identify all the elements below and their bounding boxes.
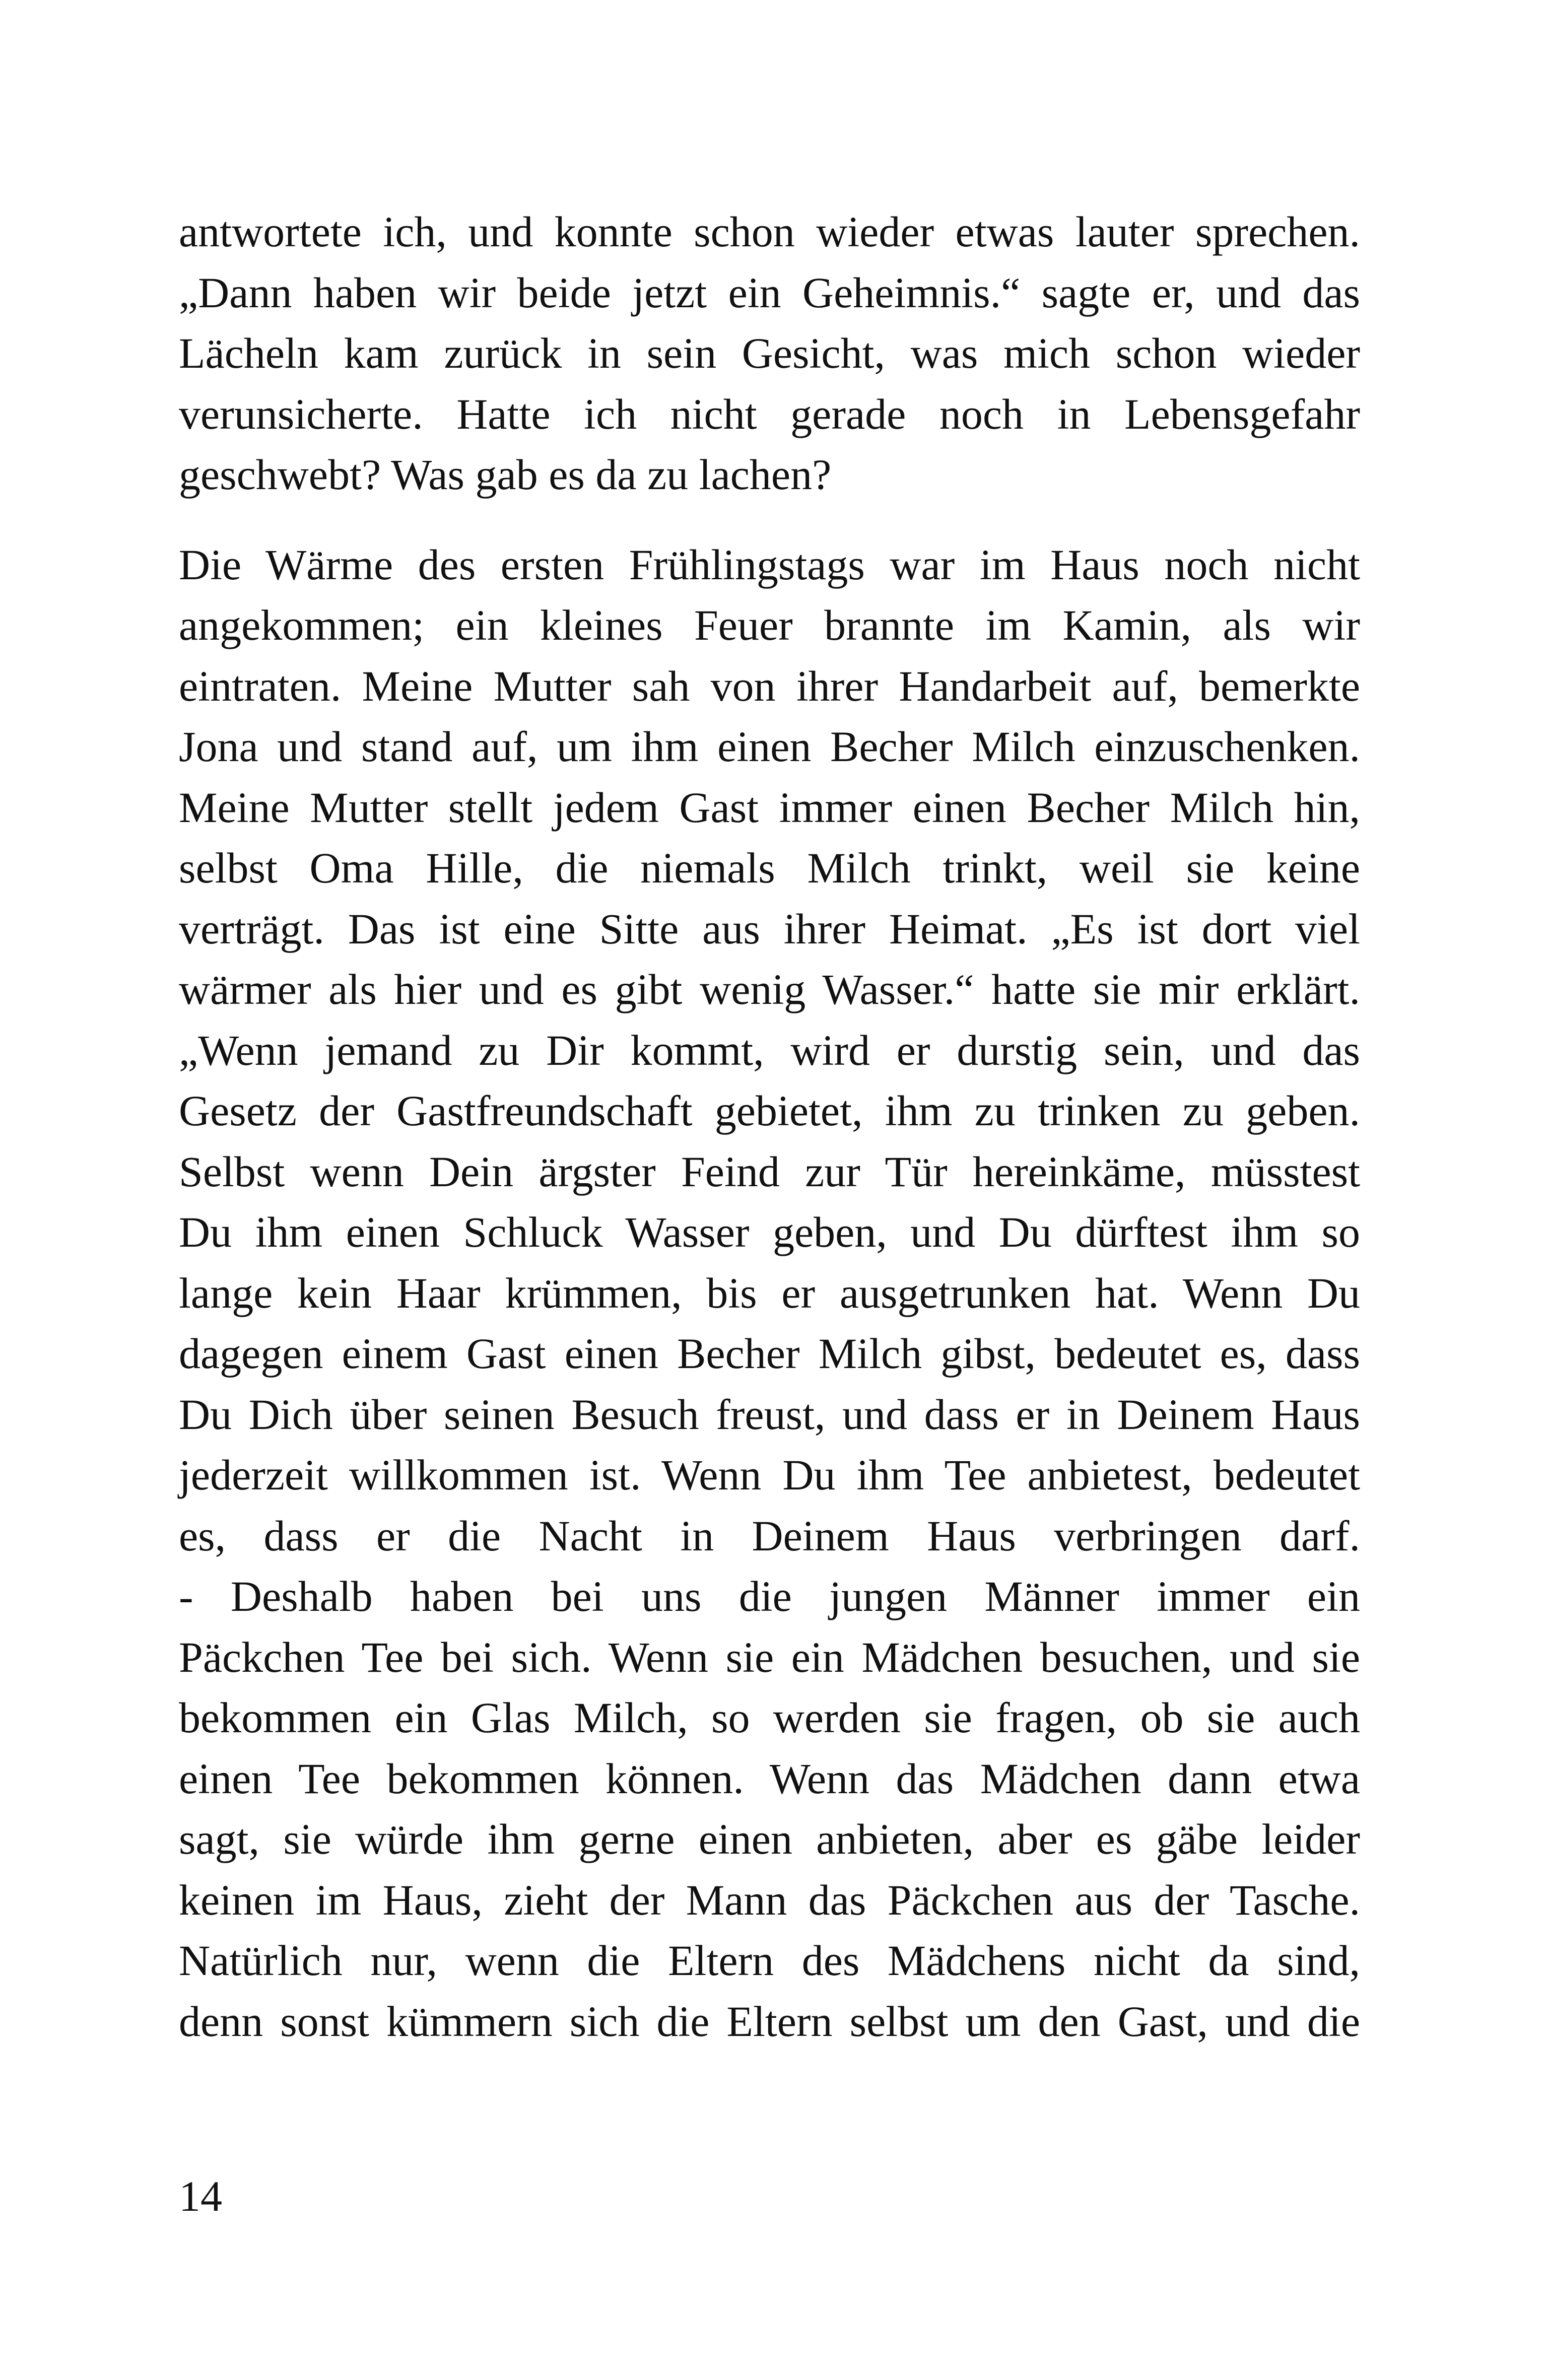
text-line: Natürlich nur, wenn die Eltern des Mädchens nicht da sind,: [179, 1936, 1360, 1985]
text-line: lange kein Haar krümmen, bis er ausgetrunken hat. Wenn Du: [179, 1268, 1360, 1317]
text-line: Die Wärme des ersten Frühlingstags war im Haus noch nicht: [179, 540, 1360, 589]
text-line: angekommen; ein kleines Feuer brannte im Kamin, als wir: [179, 601, 1360, 649]
text-line: bekommen ein Glas Milch, so werden sie fragen, ob sie auch: [179, 1693, 1360, 1742]
text-line: „Dann haben wir beide jetzt ein Geheimnis.“ sagte er, und das: [179, 268, 1360, 317]
text-line: - Deshalb haben bei uns die jungen Männer immer ein: [179, 1572, 1360, 1620]
text-line: denn sonst kümmern sich die Eltern selbst um den Gast, und die: [179, 1997, 1360, 2046]
paragraph-2: [179, 534, 1360, 2052]
text-line: Jona und stand auf, um ihm einen Becher Milch einzuschenken.: [179, 722, 1360, 771]
paragraph-1: [179, 201, 1360, 505]
text-line: einen Tee bekommen können. Wenn das Mädchen dann etwa: [179, 1754, 1360, 1803]
text-line: keinen im Haus, zieht der Mann das Päckchen aus der Tasche.: [179, 1875, 1360, 1924]
text-line: Päckchen Tee bei sich. Wenn sie ein Mädchen besuchen, und sie: [179, 1633, 1360, 1681]
text-line: Meine Mutter stellt jedem Gast immer einen Becher Milch hin,: [179, 783, 1360, 832]
text-line: selbst Oma Hille, die niemals Milch trinkt, weil sie keine: [179, 844, 1360, 892]
page-number: 14: [179, 2172, 222, 2220]
text-line: es, dass er die Nacht in Deinem Haus verbringen darf.: [179, 1511, 1360, 1560]
text-line: Lächeln kam zurück in sein Gesicht, was mich schon wieder: [179, 329, 1360, 377]
text-line: jederzeit willkommen ist. Wenn Du ihm Tee anbietest, bedeutet: [179, 1451, 1360, 1499]
text-line: geschwebt? Was gab es da zu lachen?: [179, 450, 832, 499]
text-line: „Wenn jemand zu Dir kommt, wird er durstig sein, und das: [179, 1026, 1360, 1074]
text-line: eintraten. Meine Mutter sah von ihrer Handarbeit auf, bemerkte: [179, 661, 1360, 710]
text-line: verträgt. Das ist eine Sitte aus ihrer Heimat. „Es ist dort viel: [179, 904, 1360, 953]
text-line: Du Dich über seinen Besuch freust, und dass er in Deinem Haus: [179, 1390, 1360, 1439]
text-line: dagegen einem Gast einen Becher Milch gibst, bedeutet es, dass: [179, 1329, 1360, 1378]
text-line: antwortete ich, und konnte schon wieder etwas lauter sprechen.: [179, 208, 1360, 256]
text-line: wärmer als hier und es gibt wenig Wasser.“ hatte sie mir erklärt.: [179, 965, 1360, 1013]
paragraph-spacer: [179, 505, 1360, 534]
text-line: sagt, sie würde ihm gerne einen anbieten, aber es gäbe leider: [179, 1815, 1360, 1863]
text-line: Du ihm einen Schluck Wasser geben, und Du dürftest ihm so: [179, 1208, 1360, 1256]
text-line: Selbst wenn Dein ärgster Feind zur Tür hereinkäme, müsstest: [179, 1147, 1360, 1196]
text-line: Gesetz der Gastfreundschaft gebietet, ihm zu trinken zu geben.: [179, 1086, 1360, 1135]
text-line: verunsicherte. Hatte ich nicht gerade noch in Lebensgefahr: [179, 389, 1360, 438]
body-text: [179, 201, 1360, 2052]
